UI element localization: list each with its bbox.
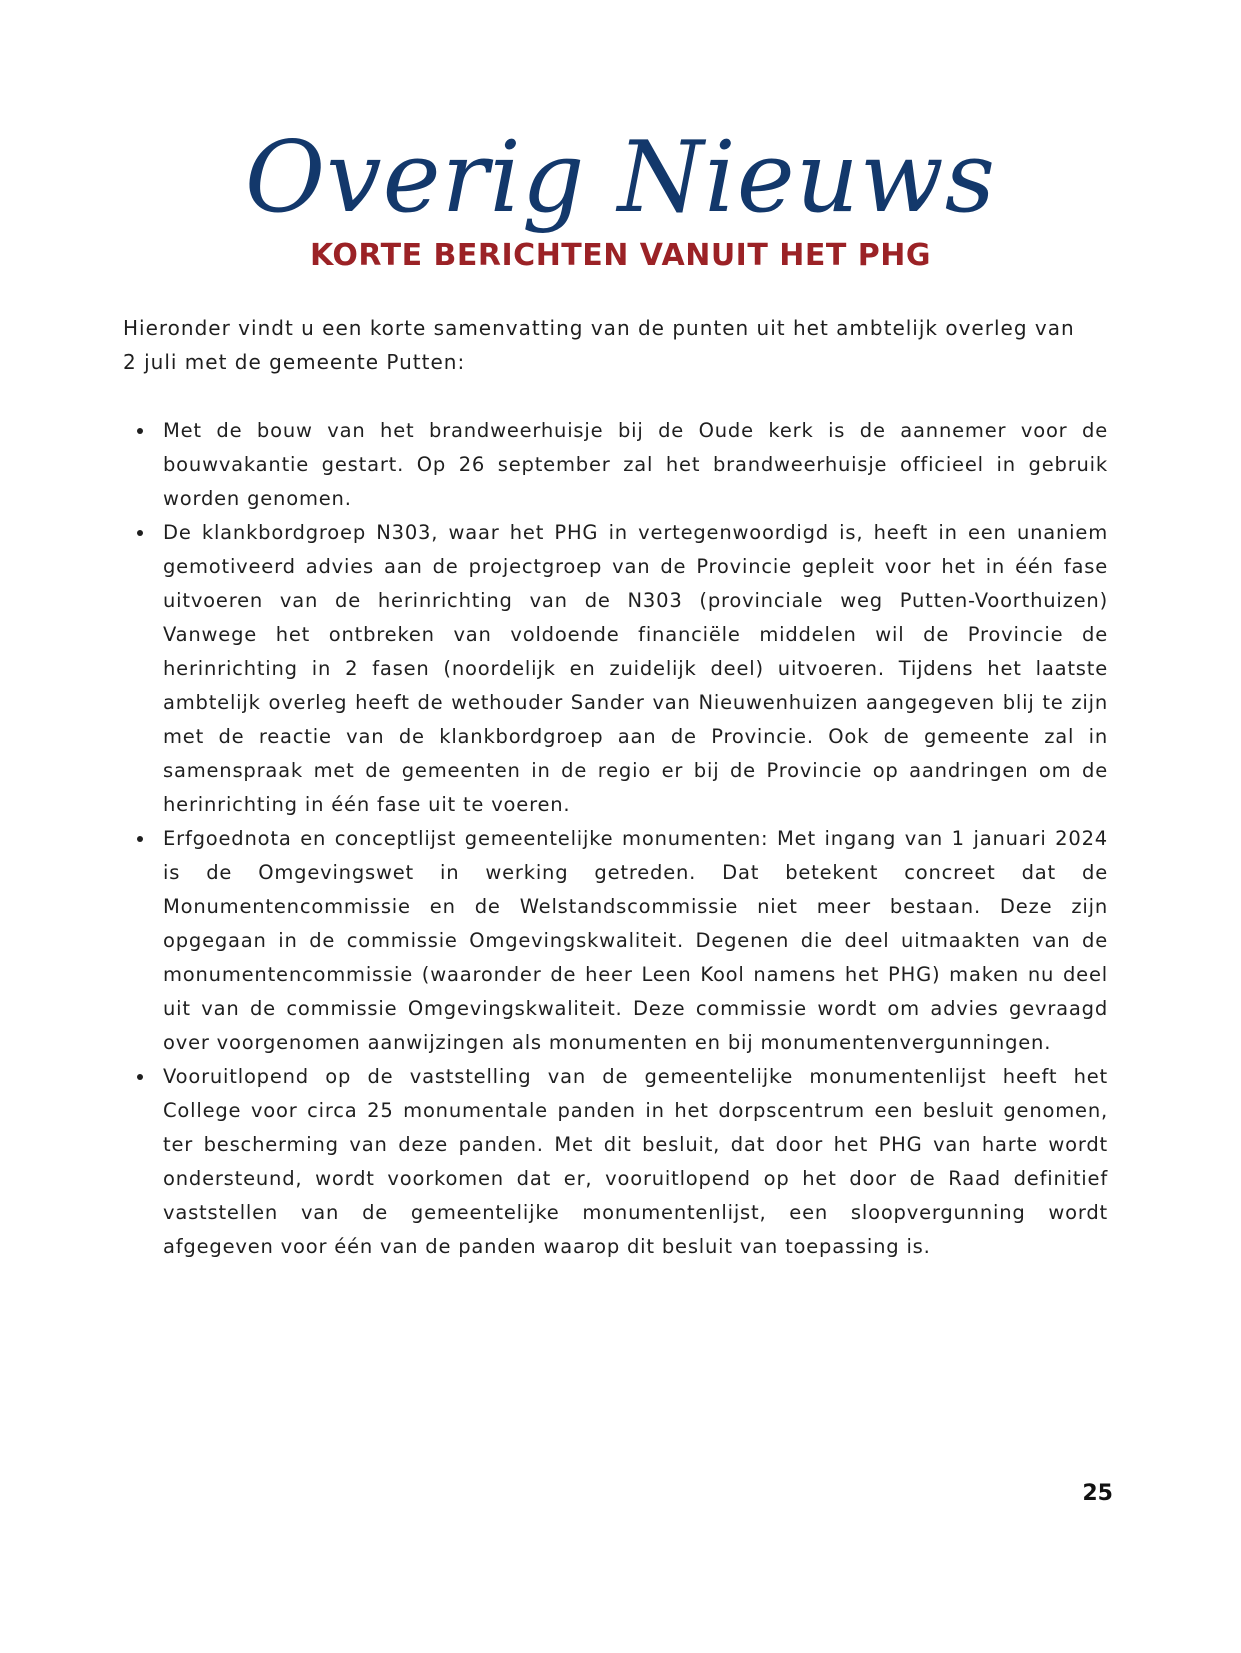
bullet-text: Erfgoednota en conceptlijst gemeentelijke monumenten: Met ingang van 1 januari 2024 is de Omgevingswet in werking getreden. Dat betekent concreet dat de Monumentencommissie en de Welstandscommissie niet meer bestaan. Deze zijn opgegaan in de commissie Omgevingskwaliteit. Degenen die deel uitmaakten van de monumentencommissie (waaronder de heer Leen Kool namens het PHG) maken nu deel uit van de commissie Omgevingskwaliteit. Deze commissie wordt om advies gevraagd over voorgenomen aanwijzingen als monumenten en bij monumentenvergunningen. xyxy=(163,827,1108,1054)
bullet-item xyxy=(123,516,1108,822)
intro-paragraph: Hieronder vindt u een korte samenvatting van de punten uit het ambtelijk overleg van 2 juli met de gemeente Putten: xyxy=(123,316,1075,374)
bullet-text: De klankbordgroep N303, waar het PHG in vertegenwoordigd is, heeft in een unaniem gemotiveerd advies aan de projectgroep van de Provincie gepleit voor het in één fase uitvoeren van de herinrichting van de N303 (provinciale weg Putten-Voorthuizen) Vanwege het ontbreken van voldoende financiële middelen wil de Provincie de herinrichting in 2 fasen (noordelijk en zuidelijk deel) uitvoeren. Tijdens het laatste ambtelijk overleg heeft de wethouder Sander van Nieuwenhuizen aangegeven blij te zijn met de reactie van de klankbordgroep aan de Provincie. Ook de gemeente zal in samenspraak met de gemeenten in de regio er bij de Provincie op aandringen om de herinrichting in één fase uit te voeren. xyxy=(163,521,1108,816)
bullet-dot-icon xyxy=(137,1074,143,1080)
bullet-list xyxy=(123,414,1108,1264)
bullet-item xyxy=(123,414,1108,516)
bullet-text: Met de bouw van het brandweerhuisje bij de Oude kerk is de aannemer voor de bouwvakantie gestart. Op 26 september zal het brandweerhuisje officieel in gebruik worden genomen. xyxy=(163,419,1108,510)
script-title: Overig Nieuws xyxy=(244,121,997,235)
bullet-text: Vooruitlopend op de vaststelling van de gemeentelijke monumentenlijst heeft het College voor circa 25 monumentale panden in het dorpscentrum een besluit genomen, ter bescherming van deze panden. Met dit besluit, dat door het PHG van harte wordt ondersteund, wordt voorkomen dat er, vooruitlopend op het door de Raad definitief vaststellen van de gemeentelijke monumentenlijst, een sloopvergunning wordt afgegeven voor één van de panden waarop dit besluit van toepassing is. xyxy=(163,1065,1108,1258)
page-number: 25 xyxy=(1082,1481,1113,1506)
bullet-dot-icon xyxy=(137,428,143,434)
subtitle: KORTE BERICHTEN VANUIT HET PHG xyxy=(310,238,931,273)
bullet-item xyxy=(123,822,1108,1060)
bullet-dot-icon xyxy=(137,836,143,842)
bullet-dot-icon xyxy=(137,530,143,536)
bullet-item xyxy=(123,1060,1108,1264)
